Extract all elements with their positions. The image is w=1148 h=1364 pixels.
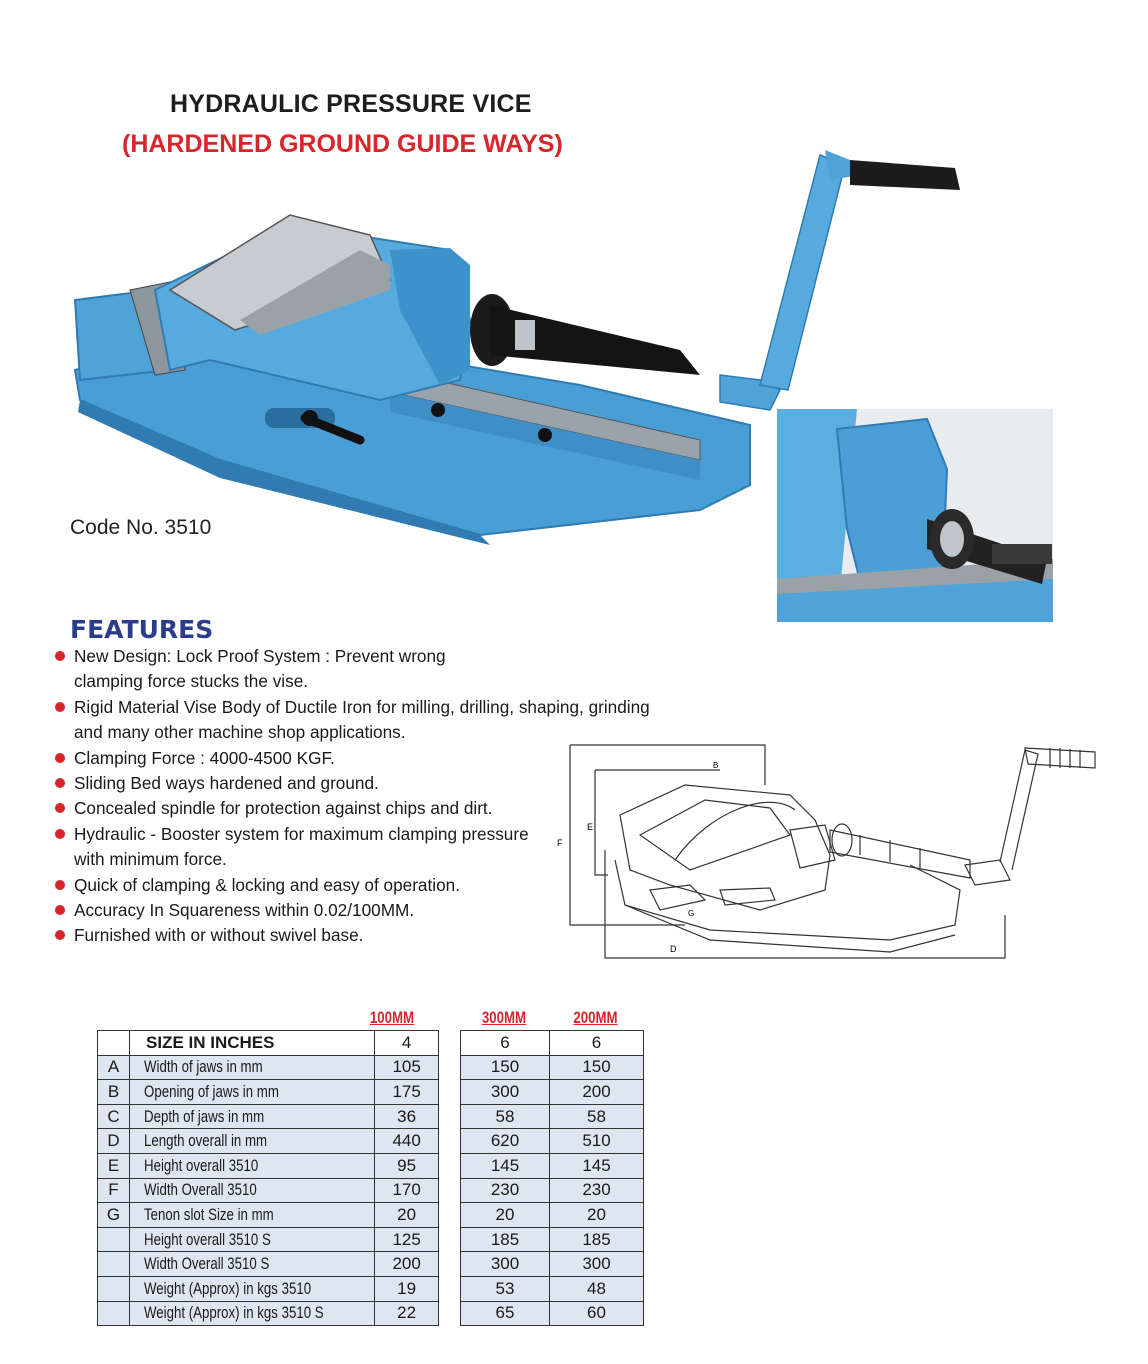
feature-item: Concealed spindle for protection against chips and dirt. bbox=[52, 796, 672, 821]
feature-item: Accuracy In Squareness within 0.02/100MM. bbox=[52, 898, 672, 923]
diagram-label-d: D bbox=[670, 944, 677, 954]
cell-100mm: 200 bbox=[375, 1252, 439, 1277]
cell-100mm: 4 bbox=[375, 1031, 439, 1056]
row-letter bbox=[98, 1252, 130, 1277]
table-row bbox=[461, 1276, 644, 1301]
row-label bbox=[130, 1104, 375, 1129]
cell-100mm: 22 bbox=[375, 1301, 439, 1326]
row-label-text: Height overall 3510 bbox=[144, 1155, 259, 1175]
page-title: HYDRAULIC PRESSURE VICE bbox=[170, 90, 532, 118]
table-row bbox=[461, 1104, 644, 1129]
row-letter: E bbox=[98, 1153, 130, 1178]
row-label-text: Width Overall 3510 S bbox=[144, 1254, 270, 1274]
table-row bbox=[98, 1129, 439, 1154]
row-label bbox=[130, 1276, 375, 1301]
feature-item: Furnished with or without swivel base. bbox=[52, 923, 672, 948]
row-label-text: Depth of jaws in mm bbox=[144, 1106, 265, 1126]
cell-200mm: 200 bbox=[550, 1080, 644, 1105]
column-header-100mm: 100MM bbox=[369, 1008, 415, 1027]
product-code: Code No. 3510 bbox=[70, 516, 212, 539]
row-letter bbox=[98, 1227, 130, 1252]
cell-300mm: 20 bbox=[461, 1203, 550, 1228]
row-label-text: Weight (Approx) in kgs 3510 bbox=[144, 1278, 312, 1298]
table-row bbox=[461, 1252, 644, 1277]
features-heading: FEATURES bbox=[70, 615, 214, 644]
table-row bbox=[98, 1055, 439, 1080]
cell-100mm: 125 bbox=[375, 1227, 439, 1252]
table-row bbox=[98, 1276, 439, 1301]
table-row bbox=[461, 1227, 644, 1252]
row-label bbox=[130, 1252, 375, 1277]
diagram-label-g: G bbox=[688, 909, 695, 918]
cell-100mm: 105 bbox=[375, 1055, 439, 1080]
spindle-closeup-image bbox=[777, 409, 1053, 622]
table-row bbox=[98, 1031, 439, 1056]
table-row bbox=[98, 1227, 439, 1252]
table-row bbox=[461, 1301, 644, 1326]
feature-item: Sliding Bed ways hardened and ground. bbox=[52, 771, 672, 796]
cell-300mm: 58 bbox=[461, 1104, 550, 1129]
table-row bbox=[98, 1153, 439, 1178]
cell-300mm: 230 bbox=[461, 1178, 550, 1203]
cell-300mm: 53 bbox=[461, 1276, 550, 1301]
table-row bbox=[98, 1080, 439, 1105]
cell-100mm: 95 bbox=[375, 1153, 439, 1178]
cell-300mm: 300 bbox=[461, 1080, 550, 1105]
cell-100mm: 175 bbox=[375, 1080, 439, 1105]
table-row bbox=[461, 1203, 644, 1228]
cell-100mm: 440 bbox=[375, 1129, 439, 1154]
cell-200mm: 6 bbox=[550, 1031, 644, 1056]
row-label bbox=[130, 1203, 375, 1228]
row-letter bbox=[98, 1301, 130, 1326]
cell-200mm: 58 bbox=[550, 1104, 644, 1129]
table-row bbox=[461, 1080, 644, 1105]
row-label bbox=[130, 1227, 375, 1252]
cell-300mm: 6 bbox=[461, 1031, 550, 1056]
row-label bbox=[130, 1153, 375, 1178]
table-row bbox=[461, 1129, 644, 1154]
spec-table-left bbox=[97, 1030, 439, 1326]
row-letter bbox=[98, 1031, 130, 1056]
row-letter: B bbox=[98, 1080, 130, 1105]
cell-100mm: 36 bbox=[375, 1104, 439, 1129]
row-letter: F bbox=[98, 1178, 130, 1203]
row-letter bbox=[98, 1276, 130, 1301]
feature-item: New Design: Lock Proof System : Prevent wrong clamping force stucks the vise. bbox=[52, 644, 514, 695]
page-subtitle: (HARDENED GROUND GUIDE WAYS) bbox=[122, 130, 563, 158]
row-letter: G bbox=[98, 1203, 130, 1228]
diagram-label-e: E bbox=[587, 822, 594, 832]
cell-200mm: 150 bbox=[550, 1055, 644, 1080]
cell-200mm: 48 bbox=[550, 1276, 644, 1301]
row-letter: A bbox=[98, 1055, 130, 1080]
row-label bbox=[130, 1080, 375, 1105]
table-row bbox=[461, 1178, 644, 1203]
feature-item: Hydraulic - Booster system for maximum clamping pressure with minimum force. bbox=[52, 822, 534, 873]
cell-200mm: 60 bbox=[550, 1301, 644, 1326]
cell-300mm: 620 bbox=[461, 1129, 550, 1154]
column-header-200mm: 200MM bbox=[573, 1008, 618, 1027]
dimension-diagram bbox=[557, 740, 1110, 965]
row-label bbox=[130, 1129, 375, 1154]
table-row bbox=[98, 1104, 439, 1129]
row-label-text: SIZE IN INCHES bbox=[146, 1032, 275, 1052]
row-label bbox=[130, 1178, 375, 1203]
row-label-text: Opening of jaws in mm bbox=[144, 1081, 279, 1101]
cell-100mm: 19 bbox=[375, 1276, 439, 1301]
cell-200mm: 145 bbox=[550, 1153, 644, 1178]
cell-200mm: 510 bbox=[550, 1129, 644, 1154]
diagram-label-b: B bbox=[713, 761, 719, 770]
cell-300mm: 300 bbox=[461, 1252, 550, 1277]
table-row bbox=[98, 1203, 439, 1228]
table-row bbox=[461, 1031, 644, 1056]
spec-table-right bbox=[460, 1030, 644, 1326]
diagram-label-f: F bbox=[557, 838, 563, 848]
row-label bbox=[130, 1301, 375, 1326]
row-letter: D bbox=[98, 1129, 130, 1154]
feature-item: Clamping Force : 4000-4500 KGF. bbox=[52, 746, 672, 771]
row-label-text: Tenon slot Size in mm bbox=[144, 1204, 274, 1224]
row-label bbox=[130, 1031, 375, 1056]
cell-300mm: 65 bbox=[461, 1301, 550, 1326]
cell-100mm: 170 bbox=[375, 1178, 439, 1203]
cell-300mm: 150 bbox=[461, 1055, 550, 1080]
cell-300mm: 185 bbox=[461, 1227, 550, 1252]
cell-200mm: 300 bbox=[550, 1252, 644, 1277]
table-row bbox=[98, 1178, 439, 1203]
row-label-text: Height overall 3510 S bbox=[144, 1229, 271, 1249]
table-row bbox=[461, 1153, 644, 1178]
row-label-text: Width of jaws in mm bbox=[144, 1057, 263, 1077]
row-letter: C bbox=[98, 1104, 130, 1129]
row-label-text: Width Overall 3510 bbox=[144, 1180, 257, 1200]
table-row bbox=[98, 1252, 439, 1277]
feature-item: Quick of clamping & locking and easy of operation. bbox=[52, 873, 672, 898]
row-label bbox=[130, 1055, 375, 1080]
table-row bbox=[98, 1301, 439, 1326]
cell-100mm: 20 bbox=[375, 1203, 439, 1228]
feature-item: Rigid Material Vise Body of Ductile Iron for milling, drilling, shaping, grinding and many other machine shop applications. bbox=[52, 695, 674, 746]
row-label-text: Length overall in mm bbox=[144, 1131, 268, 1151]
column-header-300mm: 300MM bbox=[481, 1008, 527, 1027]
cell-200mm: 230 bbox=[550, 1178, 644, 1203]
row-label-text: Weight (Approx) in kgs 3510 S bbox=[144, 1303, 324, 1323]
cell-200mm: 185 bbox=[550, 1227, 644, 1252]
cell-300mm: 145 bbox=[461, 1153, 550, 1178]
cell-200mm: 20 bbox=[550, 1203, 644, 1228]
table-row bbox=[461, 1055, 644, 1080]
